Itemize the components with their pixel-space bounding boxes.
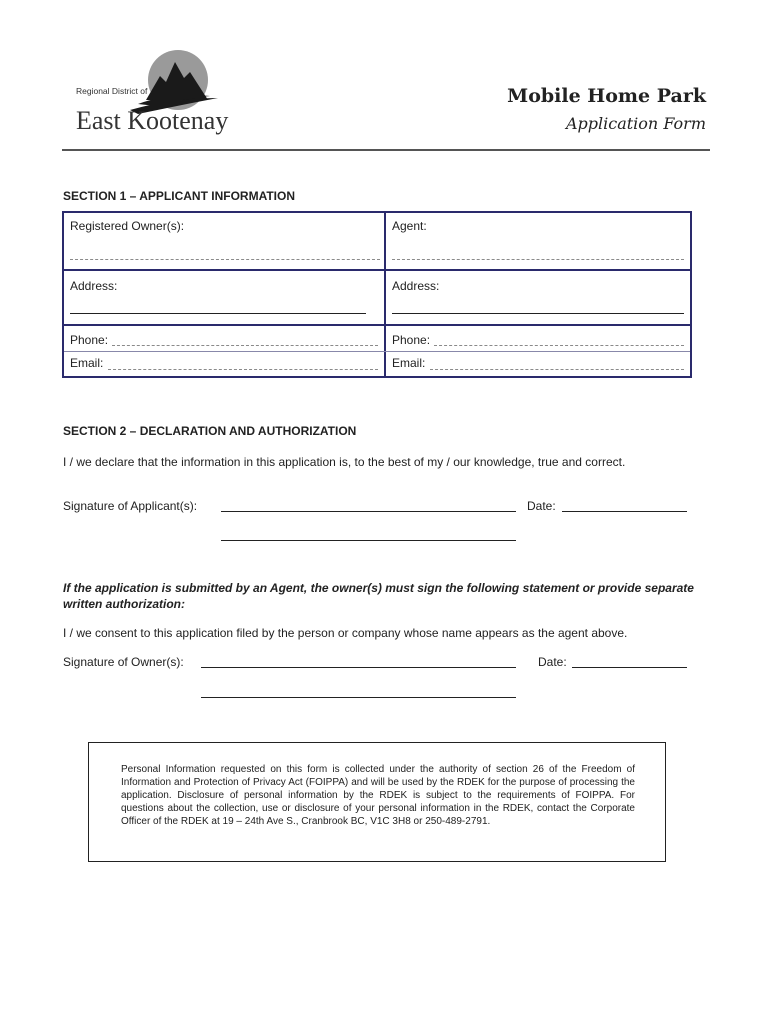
- form-title: Mobile Home Park: [507, 85, 706, 107]
- declaration-text: I / we declare that the information in this application is, to the best of my / our knowledge, true and correct.: [63, 455, 626, 469]
- agent-phone-field[interactable]: [434, 345, 684, 346]
- agent-field[interactable]: [392, 259, 684, 260]
- logo-subtitle: Regional District of: [76, 86, 148, 96]
- section2-heading: SECTION 2 – DECLARATION AND AUTHORIZATION: [63, 424, 357, 438]
- logo-title: East Kootenay: [76, 106, 229, 135]
- applicant-signature-line-2[interactable]: [221, 540, 516, 541]
- agent-phone-label: Phone:: [392, 333, 431, 347]
- owner-address-label: Address:: [70, 279, 118, 293]
- applicant-signature-line[interactable]: [221, 511, 516, 512]
- form-subtitle: Application Form: [565, 114, 706, 133]
- agent-email-field[interactable]: [430, 369, 684, 370]
- table-row-divider: [64, 269, 690, 271]
- owner-date-label: Date:: [538, 655, 567, 669]
- applicant-date-line[interactable]: [562, 511, 687, 512]
- table-row-divider: [64, 351, 690, 352]
- owner-email-label: Email:: [70, 356, 104, 370]
- owner-signature-line-2[interactable]: [201, 697, 516, 698]
- agent-address-field[interactable]: [392, 313, 684, 314]
- privacy-notice-box: [88, 742, 666, 862]
- header-divider: [62, 149, 710, 151]
- owner-address-field[interactable]: [70, 313, 366, 314]
- agent-label: Agent:: [392, 219, 427, 233]
- agent-email-label: Email:: [392, 356, 426, 370]
- owner-phone-field[interactable]: [112, 345, 378, 346]
- agent-authorization-note: If the application is submitted by an Agent, the owner(s) must sign the following statement or provide separate written authorization:: [63, 581, 694, 611]
- registered-owner-field[interactable]: [70, 259, 380, 260]
- owner-date-line[interactable]: [572, 667, 687, 668]
- applicant-signature-label: Signature of Applicant(s):: [63, 499, 198, 513]
- applicant-info-table: [62, 211, 692, 378]
- owner-signature-label: Signature of Owner(s):: [63, 655, 184, 669]
- registered-owner-label: Registered Owner(s):: [70, 219, 185, 233]
- owner-signature-line[interactable]: [201, 667, 516, 668]
- section1-heading: SECTION 1 – APPLICANT INFORMATION: [63, 189, 296, 203]
- privacy-notice-text: Personal Information requested on this form is collected under the authority of section 26 of the Freedom of Information and Protection of Privacy Act (FOIPPA) and will be used by the RDEK for the purpose of processing the application. Disclosure of personal information by the RDEK is subject to the requirements of FOIPPA. For questions about the collection, use or disclosure of your personal information in the RDEK, contact the Corporate Officer of the RDEK at 19 – 24th Ave S., Cranbrook BC, V1C 3H8 or 250-489-2791.: [121, 764, 635, 827]
- owner-email-field[interactable]: [108, 369, 378, 370]
- consent-text: I / we consent to this application filed by the person or company whose name appears as the agent above.: [63, 626, 628, 640]
- owner-phone-label: Phone:: [70, 333, 109, 347]
- agent-address-label: Address:: [392, 279, 440, 293]
- applicant-date-label: Date:: [527, 499, 556, 513]
- table-row-divider: [64, 324, 690, 326]
